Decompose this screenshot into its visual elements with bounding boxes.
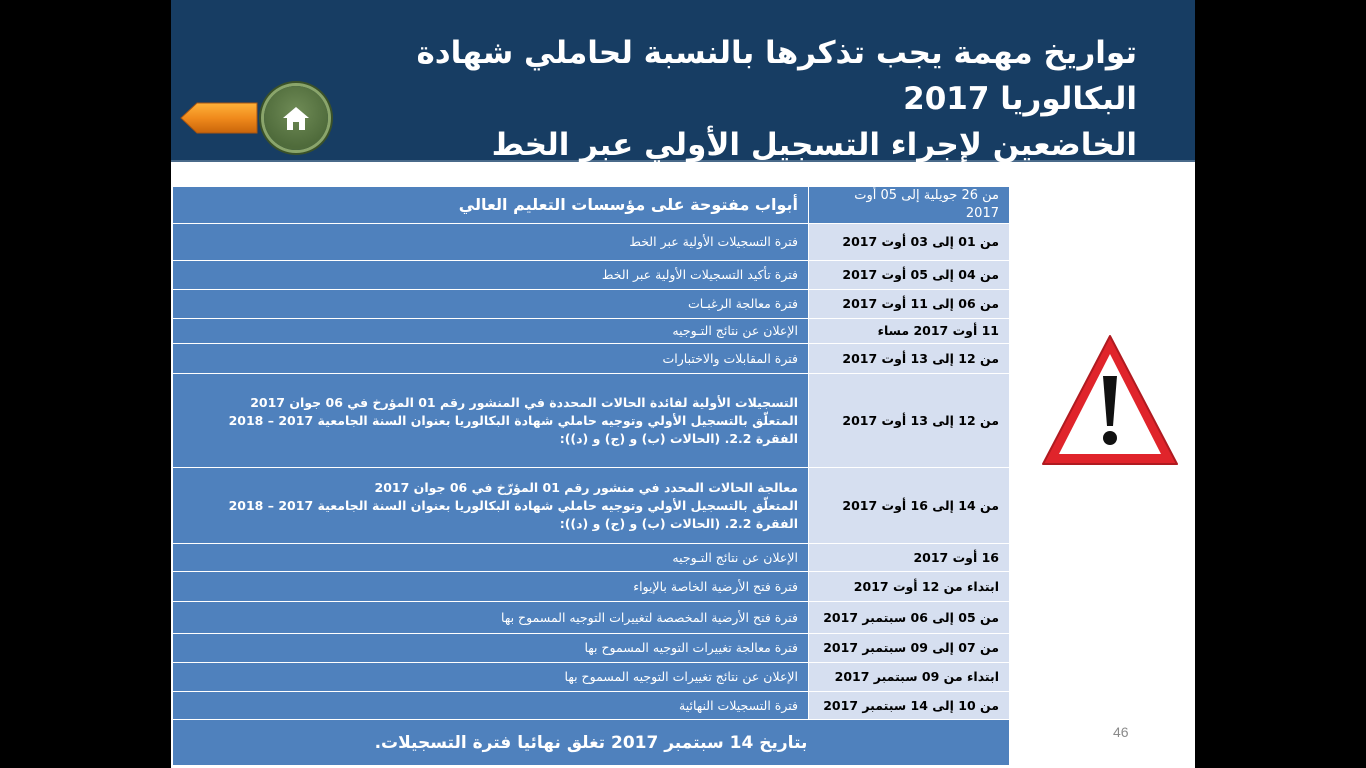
table-row bbox=[173, 634, 1010, 663]
table-row bbox=[173, 692, 1010, 720]
date-cell: من 12 إلى 13 أوت 2017 bbox=[809, 374, 1010, 468]
desc-line: معالجة الحالات المحدد في منشور رقم 01 المؤرّخ في 06 جوان 2017 bbox=[374, 479, 798, 495]
table-row bbox=[173, 572, 1010, 602]
desc-cell: فترة معالجة الرغبـات bbox=[173, 290, 809, 319]
desc-cell bbox=[173, 468, 809, 544]
slide bbox=[171, 0, 1195, 768]
date-cell: من 07 إلى 09 سبتمبر 2017 bbox=[809, 634, 1010, 663]
table-row bbox=[173, 602, 1010, 634]
table-footer-row bbox=[173, 720, 1010, 766]
date-cell: من 26 جويلية إلى 05 أوت 2017 bbox=[809, 187, 1010, 224]
date-cell: ابتداء من 09 سبتمبر 2017 bbox=[809, 663, 1010, 692]
dates-table bbox=[172, 186, 1010, 766]
desc-cell: فترة فتح الأرضية المخصصة لتغييرات التوجيه المسموح بها bbox=[173, 602, 809, 634]
table-row bbox=[173, 663, 1010, 692]
title-line-2: الخاضعين لإجراء التسجيل الأولي عبر الخط bbox=[491, 127, 1137, 163]
table-row bbox=[173, 261, 1010, 290]
desc-cell: فترة التسجيلات النهائية bbox=[173, 692, 809, 720]
desc-cell: الإعلان عن نتائج التـوجيه bbox=[173, 319, 809, 344]
desc-cell: فترة معالجة تغييرات التوجيه المسموح بها bbox=[173, 634, 809, 663]
slide-title bbox=[271, 30, 1137, 168]
table-row bbox=[173, 374, 1010, 468]
date-cell: من 05 إلى 06 سبتمبر 2017 bbox=[809, 602, 1010, 634]
desc-cell: فترة فتح الأرضية الخاصة بالإيواء bbox=[173, 572, 809, 602]
date-cell: من 12 إلى 13 أوت 2017 bbox=[809, 344, 1010, 374]
desc-line: المتعلّق بالتسجيل الأولي وتوجيه حاملي شهادة البكالوريا بعنوان السنة الجامعية 2017 – 2018 bbox=[228, 412, 798, 428]
home-icon bbox=[281, 104, 311, 132]
table-row bbox=[173, 290, 1010, 319]
desc-line: الفقرة 2.2. (الحالات (ب) و (ج) و (د)): bbox=[559, 430, 798, 446]
desc-cell bbox=[173, 374, 809, 468]
table-row bbox=[173, 344, 1010, 374]
desc-cell: فترة التسجيلات الأولية عبر الخط bbox=[173, 224, 809, 261]
desc-line: الفقرة 2.2. (الحالات (ب) و (ج) و (د)): bbox=[559, 515, 798, 531]
warning-triangle-icon bbox=[1037, 330, 1183, 470]
date-cell: من 10 إلى 14 سبتمبر 2017 bbox=[809, 692, 1010, 720]
date-cell: 11 أوت 2017 مساء bbox=[809, 319, 1010, 344]
date-cell: ابتداء من 12 أوت 2017 bbox=[809, 572, 1010, 602]
page-number: 46 bbox=[1113, 724, 1129, 740]
table-row bbox=[173, 319, 1010, 344]
desc-cell: فترة المقابلات والاختبارات bbox=[173, 344, 809, 374]
date-cell: من 06 إلى 11 أوت 2017 bbox=[809, 290, 1010, 319]
date-cell: من 14 إلى 16 أوت 2017 bbox=[809, 468, 1010, 544]
desc-line: التسجيلات الأولية لفائدة الحالات المحددة في المنشور رقم 01 المؤرخ في 06 جوان 2017 bbox=[250, 394, 798, 410]
home-button[interactable] bbox=[264, 86, 328, 150]
desc-cell: فترة تأكيد التسجيلات الأولية عبر الخط bbox=[173, 261, 809, 290]
date-cell: من 04 إلى 05 أوت 2017 bbox=[809, 261, 1010, 290]
desc-cell: الإعلان عن نتائج تغييرات التوجيه المسموح بها bbox=[173, 663, 809, 692]
desc-cell: أبواب مفتوحة على مؤسسات التعليم العالي bbox=[173, 187, 809, 224]
closing-notice: بتاريخ 14 سبتمبر 2017 تغلق نهائيا فترة التسجيلات. bbox=[173, 720, 1010, 766]
back-arrow-button[interactable] bbox=[179, 101, 259, 135]
left-arrow-icon bbox=[179, 101, 259, 135]
table-row bbox=[173, 468, 1010, 544]
title-line-1: تواريخ مهمة يجب تذكرها بالنسبة لحاملي شهادة البكالوريا 2017 bbox=[416, 35, 1137, 117]
header-banner bbox=[171, 0, 1195, 162]
table-header-row bbox=[173, 187, 1010, 224]
table-row bbox=[173, 544, 1010, 572]
date-cell: 16 أوت 2017 bbox=[809, 544, 1010, 572]
table-row bbox=[173, 224, 1010, 261]
warning-sign bbox=[1037, 330, 1183, 470]
desc-cell: الإعلان عن نتائج التـوجيه bbox=[173, 544, 809, 572]
desc-line: المتعلّق بالتسجيل الأولي وتوجيه حاملي شهادة البكالوريا بعنوان السنة الجامعية 2017 – 2018 bbox=[228, 497, 798, 513]
date-cell: من 01 إلى 03 أوت 2017 bbox=[809, 224, 1010, 261]
